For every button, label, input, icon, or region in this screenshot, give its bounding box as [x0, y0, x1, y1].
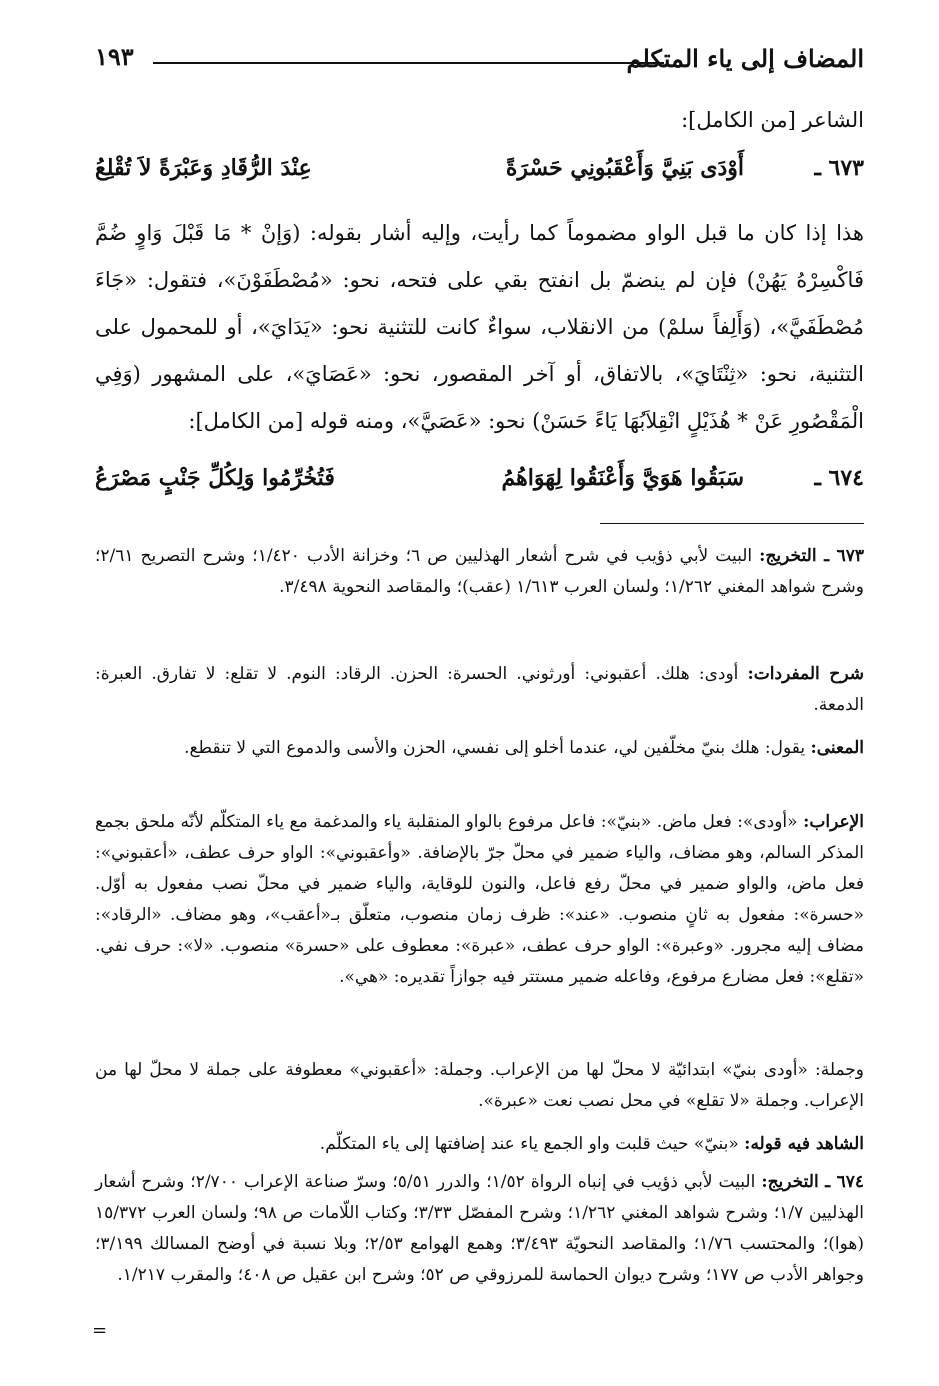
footnote-text: «بنيّ» حيث قلبت واو الجمع ياء عند إضافتها إلى ياء المتكلّم.: [319, 1134, 739, 1154]
footnote-separator: [600, 523, 864, 524]
footnote-shahid: [95, 1129, 864, 1160]
footnote-label: الإعراب:: [803, 812, 865, 832]
margin-mark: =: [92, 1320, 108, 1341]
footnote-text: يقول: هلك بنيّ مخلّفين لي، عندما أخلو إلى نفسي، الحزن والأسى والدموع التي لا تنقطع.: [184, 738, 806, 758]
footnote-label: المعنى:: [810, 738, 864, 758]
running-header: [95, 40, 864, 86]
footnote-label: ٦٧٣ ـ التخريج:: [759, 546, 865, 566]
footnote-maana: [95, 733, 864, 764]
footnote-text: البيت لأبي ذؤيب في شرح أشعار الهذليين ص ٦؛ وخزانة الأدب ١/٤٢٠؛ وشرح التصريح ٢/٦١؛ وشرح شواهد المغني ١/٢٦٢؛ ولسان العرب ١/٦١٣ (عقب)؛ والمقاصد النحوية ٣/٤٩٨.: [95, 546, 864, 597]
footnote-674-takhrij: [95, 1167, 864, 1291]
verse-hemistich-2: فَتُخُرِّمُوا وَلِكُلِّ جَنْبٍ مَصْرَعُ: [95, 465, 335, 491]
footnote-jumla: وجملة: «أودى بنيّ» ابتدائيّة لا محلّ لها من الإعراب. وجملة: «أعقبوني» معطوفة على جملة لا محلّ لها من الإعراب. وجملة «لا تقلع» في محل نصب نعت «عبرة».: [95, 1060, 864, 1111]
verse-number: ٦٧٣ ـ: [814, 155, 864, 181]
verse-number: ٦٧٤ ـ: [814, 465, 864, 491]
lead-line: الشاعر [من الكامل]:: [681, 108, 864, 132]
footnote-text: «أودى»: فعل ماض. «بنيّ»: فاعل مرفوع بالواو المنقلبة ياء والمدغمة مع ياء المتكلّم لأنّه ملحق بجمع المذكر السالم، وهو مضاف، والياء ضمير في محلّ جرّ بالإضافة. «وأعقبوني»: الواو حرف عطف، «أعقبوني»: فعل ماض، والواو ضمير في محلّ رفع فاعل، والنون للوقاية، والياء ضمير في محلّ نصب مفعول به أوّل. «حسرة»: مفعول به ثانٍ منصوب. «عند»: ظرف زمان منصوب، متعلّق بـ«أعقب»، وهو مضاف. «الرقاد»: مضاف إليه مجرور. «وعبرة»: الواو حرف عطف، «عبرة»: معطوف على «حسرة» منصوب. «لا»: حرف نفي. «تقلع»: فعل مضارع مرفوع، وفاعله ضمير مستتر فيه جوازاً تقديره: «هي».: [95, 812, 864, 987]
verse-hemistich-2: عِنْدَ الرُّقَادِ وَعَبْرَةً لاَ تُقْلِعُ: [95, 155, 312, 181]
header-rule: [153, 62, 664, 64]
page-number: ١٩٣: [95, 42, 134, 71]
footnote-mufradat: [95, 659, 864, 721]
verse-673: [95, 155, 864, 195]
footnote-label: شرح المفردات:: [747, 664, 864, 684]
footnote-irab: [95, 807, 864, 993]
main-paragraph: هذا إذا كان ما قبل الواو مضموماً كما رأيت، وإليه أشار بقوله: (وَإنْ * مَا قَبْلَ وَاوٍ ضُمَّ فَاكْسِرْهُ يَهُنْ) فإن لم ينضمّ بل انفتح بقي على فتحه، نحو: «مُصْطَفَوْنَ»، فتقول: «جَاءَ مُصْطَفَيَّ»، (وَأَلِفاً سلمْ) من الانقلاب، سواءٌ كانت للتثنية نحو: «يَدَايَ»، أو للمحمول على التثنية، نحو: «ثِنْتَايَ»، بالاتفاق، أو آخر المقصور، نحو: «عَصَايَ»، على المشهور (وَفِي الْمَقْصُورِ عَنْ * هُذَيْلٍ انْقِلاَبُهَا يَاءً حَسَنْ) نحو: «عَصَيَّ»، ومنه قوله [من الكامل]:: [95, 221, 864, 433]
footnote-text: البيت لأبي ذؤيب في إنباه الرواة ١/٥٢؛ والدرر ٥/٥١؛ وسرّ صناعة الإعراب ٢/٧٠٠؛ وشرح أشعار الهذليين ١/٧؛ وشرح شواهد المغني ١/٢٦٢؛ وشرح المفصّل ٣/٣٣؛ وكتاب اللّامات ص ٩٨؛ ولسان العرب ١٥/٣٧٢ (هوا)؛ والمحتسب ١/٧٦؛ والمقاصد النحويّة ٣/٤٩٣؛ وهمع الهوامع ٢/٥٣؛ وبلا نسبة في أوضح المسالك ٣/١٩٩؛ وجواهر الأدب ص ١٧٧؛ وشرح ديوان الحماسة للمرزوقي ص ٥٢؛ وشرح ابن عقيل ص ٤٠٨؛ والمقرب ١/٢١٧.: [95, 1172, 865, 1285]
verse-hemistich-1: أَوْدَى بَنِيَّ وَأَعْقَبُونِي حَسْرَةً: [505, 155, 744, 181]
chapter-title: المضاف إلى ياء المتكلم: [626, 44, 864, 73]
footnote-673-takhrij: [95, 541, 864, 603]
verse-hemistich-1: سَبَقُوا هَوَيَّ وَأَعْنَقُوا لِهَوَاهُمُ: [501, 465, 744, 491]
footnote-text: أودى: هلك. أعقبوني: أورثوني. الحسرة: الحزن. الرقاد: النوم. لا تقلع: لا تفارق. العبرة: الدمعة.: [95, 664, 864, 715]
footnote-label: الشاهد فيه قوله:: [744, 1134, 864, 1154]
verse-674: [95, 465, 864, 505]
footnote-label: ٦٧٤ ـ التخريج:: [761, 1172, 865, 1192]
